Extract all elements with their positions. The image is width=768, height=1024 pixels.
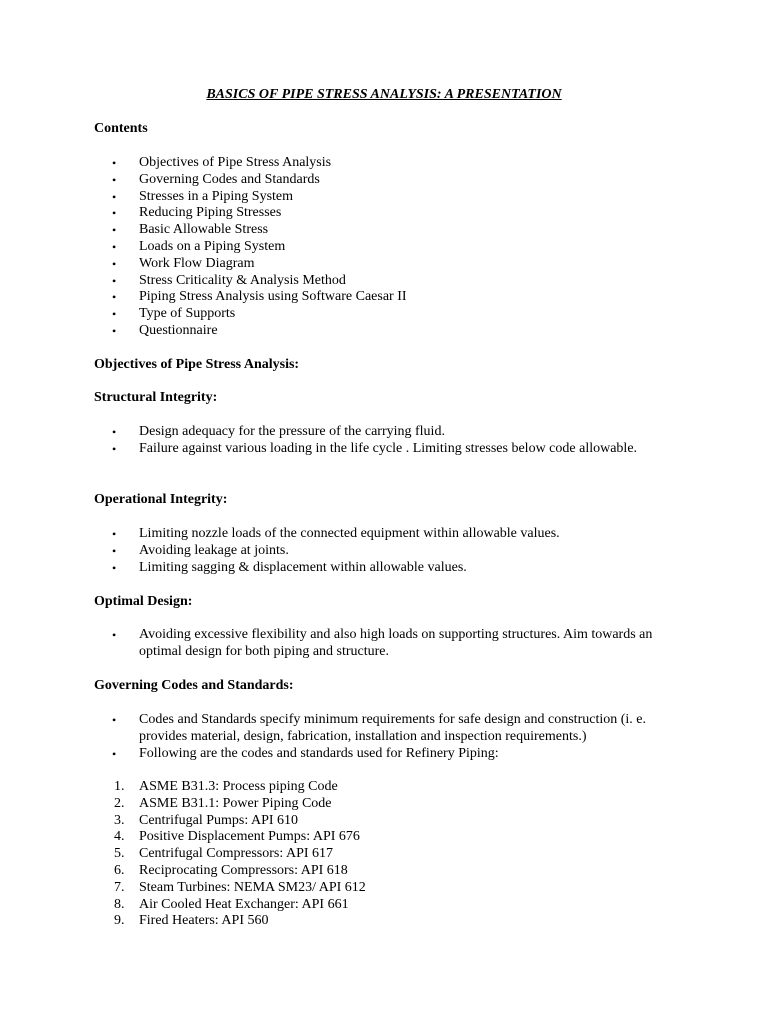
- numbered-item: [94, 796, 674, 813]
- operational-list: [94, 526, 674, 576]
- item-number: 5.: [114, 846, 125, 862]
- item-number: 9.: [114, 913, 125, 929]
- list-item: • Loads on a Piping System: [94, 239, 674, 256]
- item-number: 8.: [114, 896, 125, 912]
- list-item: • Objectives of Pipe Stress Analysis: [94, 155, 674, 172]
- contents-heading: Contents: [94, 121, 148, 136]
- item-text: Fired Heaters: API 560: [139, 913, 269, 929]
- numbered-item: [94, 913, 674, 930]
- item-text: Positive Displacement Pumps: API 676: [139, 829, 360, 845]
- item-number: 4.: [114, 829, 125, 845]
- item-number: 2.: [114, 795, 125, 811]
- item-text: ASME B31.3: Process piping Code: [139, 779, 338, 794]
- structural-list: [94, 424, 674, 458]
- numbered-item: [94, 880, 674, 897]
- list-item: • Type of Supports: [94, 306, 674, 323]
- item-number: 6.: [114, 862, 125, 878]
- numbered-item: [94, 779, 674, 796]
- list-item: • Limiting nozzle loads of the connected equipment within allowable values.: [94, 526, 674, 543]
- list-item: • Codes and Standards specify minimum requirements for safe design and construction (i. e. provides material, design, fabrication, installation and inspection requirements.): [94, 712, 674, 746]
- item-number: 7.: [114, 879, 125, 895]
- numbered-item: [94, 897, 674, 914]
- optimal-heading: Optimal Design:: [94, 594, 193, 609]
- document-title: BASICS OF PIPE STRESS ANALYSIS: A PRESENTATION: [206, 87, 562, 102]
- list-item: • Design adequacy for the pressure of the carrying fluid.: [94, 424, 674, 441]
- list-item: • Failure against various loading in the life cycle . Limiting stresses below code allowable.: [94, 441, 674, 458]
- list-item: • Questionnaire: [94, 323, 674, 340]
- list-item: • Stress Criticality & Analysis Method: [94, 273, 674, 290]
- item-number: 3.: [114, 812, 125, 828]
- list-item: • Avoiding leakage at joints.: [94, 543, 674, 560]
- numbered-item: [94, 813, 674, 830]
- item-text: Air Cooled Heat Exchanger: API 661: [139, 896, 349, 912]
- list-item: • Reducing Piping Stresses: [94, 205, 674, 222]
- list-item: • Stresses in a Piping System: [94, 189, 674, 206]
- list-item: • Limiting sagging & displacement within allowable values.: [94, 560, 674, 577]
- numbered-item: [94, 863, 674, 880]
- operational-heading: Operational Integrity:: [94, 492, 228, 507]
- list-item: • Piping Stress Analysis using Software Caesar II: [94, 289, 674, 306]
- item-text: Centrifugal Compressors: API 617: [139, 846, 334, 862]
- item-text: Reciprocating Compressors: API 618: [139, 862, 348, 878]
- codes-numbered-list: [94, 779, 674, 930]
- item-number: 1.: [114, 779, 125, 794]
- list-item: • Avoiding excessive flexibility and also high loads on supporting structures. Aim towards an optimal design for both piping and structure.: [94, 627, 674, 661]
- list-item: • Following are the codes and standards used for Refinery Piping:: [94, 746, 674, 763]
- list-item: • Basic Allowable Stress: [94, 222, 674, 239]
- list-item: • Work Flow Diagram: [94, 256, 674, 273]
- codes-heading: Governing Codes and Standards:: [94, 678, 294, 693]
- objectives-heading: Objectives of Pipe Stress Analysis:: [94, 357, 300, 372]
- optimal-list: [94, 627, 674, 661]
- structural-heading: Structural Integrity:: [94, 390, 218, 405]
- item-text: Centrifugal Pumps: API 610: [139, 812, 299, 828]
- item-text: ASME B31.1: Power Piping Code: [139, 795, 332, 811]
- codes-list: [94, 712, 674, 762]
- numbered-item: [94, 846, 674, 863]
- numbered-item: [94, 829, 674, 846]
- item-text: Steam Turbines: NEMA SM23/ API 612: [139, 879, 366, 895]
- list-item: • Governing Codes and Standards: [94, 172, 674, 189]
- contents-list: [94, 155, 674, 340]
